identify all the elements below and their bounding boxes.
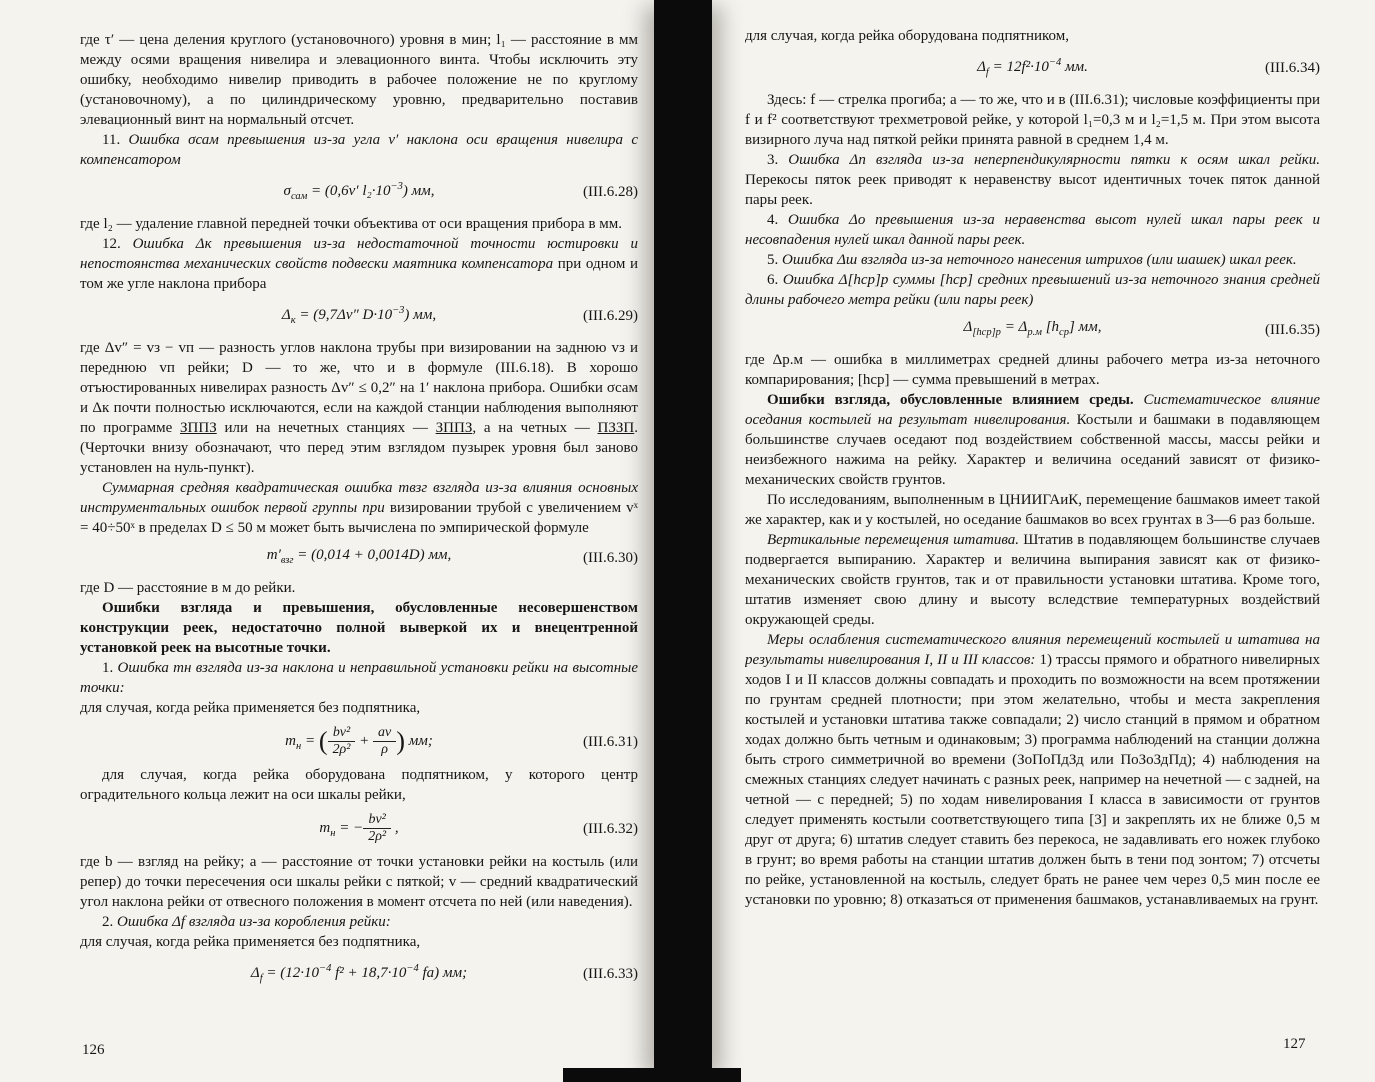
formula-sub: f bbox=[259, 973, 263, 985]
formula-run: Δ bbox=[250, 965, 260, 982]
formula-run: = 12f²·10 bbox=[988, 59, 1049, 75]
para-case-with-plate-2: для случая, когда рейка оборудована подпятником, bbox=[745, 28, 1069, 44]
para-item-12 bbox=[80, 234, 638, 294]
formula-run: ) мм, bbox=[404, 307, 437, 323]
item-number: 12. bbox=[102, 236, 133, 252]
formula-sub: взг bbox=[280, 555, 294, 566]
equation-number: (III.6.28) bbox=[583, 184, 638, 200]
formula-sup: −3 bbox=[390, 181, 403, 192]
text-run-italic: Меры ослабления систематического влияния перемещений костылей и штатива на результаты нивелирования I, II и III классов: bbox=[745, 632, 1320, 668]
text-run-italic: Систематическое влияние оседания костылей на результат нивелирования. bbox=[745, 392, 1320, 428]
fraction-numerator: av bbox=[373, 725, 396, 742]
para-environment-errors bbox=[745, 390, 1320, 490]
formula-iii-6-30 bbox=[80, 545, 638, 571]
formula-sub: сам bbox=[290, 191, 308, 202]
equation-number: (III.6.29) bbox=[583, 308, 638, 324]
formula-run: f² + 18,7·10 bbox=[331, 965, 407, 982]
para-case-with-plate: для случая, когда рейка оборудована подпятником, у которого центр оградительного кольца лежит на оси шкалы рейки, bbox=[80, 767, 638, 804]
text-run-italic: Вертикальные перемещения штатива. bbox=[767, 532, 1024, 548]
equation-number: (III.6.35) bbox=[1265, 322, 1320, 338]
para-tripod-movement bbox=[745, 530, 1320, 630]
para-item-4 bbox=[745, 210, 1320, 250]
item-text: Ошибка mн взгляда из-за наклона и неправильной установки рейки на высотные точки: bbox=[80, 660, 638, 696]
text-run: Штатив в подавляющем большинстве случаев подвергается выпиранию. Характер и величина выпирания зависят как от физико-механических свойств грунтов, так и от правильности установки штатива. Кроме того, штатив изменяет свою длину и высоту вследствие температурных воздействий окружающей среды. bbox=[745, 532, 1320, 628]
text-run: 1) трассы прямого и обратного нивелирных ходов I и II классов должны совпадать и проходить по возможности на всем протяжении по грунтам средней плотности; при этом желательно, чтобы и места закрепления костылей и установки штатива также совпадали; 2) число станций в прямом и обратном ходах должно быть четным и одинаковым; 3) программа наблюдений на станции должна быть строго симметричной во времени (ЗоПоПдЗд или ПоЗоЗдПд); 4) наблюдения на смежных станциях следует начинать с разных реек, например на нечетной — с задней, на четной — с передней; 5) по ходам нивелирования I класса в зависимости от грунтов следует применять костыли соответствующего типа [3] и закреплять их не ближе 0,5 м друг от друга; 6) штатив следует ставить без перекоса, не задавливать его ножек глубоко в грунт; во время работы на станции штатив должен быть в тени под зонтом; 7) отсчеты по рейке, установленной на костыль, следует брать не ранее чем через 0,5 мин после ее установки по уровню; 8) отказаться от применения башмаков, устанавливаемых на грунт. bbox=[745, 652, 1320, 908]
formula-body bbox=[250, 963, 468, 985]
item-number: 1. bbox=[102, 660, 118, 676]
item-text: Ошибка Δш взгляда из-за неточного нанесения штрихов (или шашек) шкал реек. bbox=[782, 252, 1297, 268]
para-tau-definition: где τ′ — цена деления круглого (установочного) уровня в мин; l₁ — расстояние в мм между осями вращения нивелира и элевационного винта. Чтобы исключить эту ошибку, необходимо нивелир приводить в рабочее положение не по круглому (установочному), а по цилиндрическому уровню, предварительно поставив элевационный винт на нормальный отсчет. bbox=[80, 32, 638, 128]
para-d-definition: где D — расстояние в м до рейки. bbox=[80, 580, 296, 596]
formula-run: [h bbox=[1041, 319, 1060, 335]
item-text: Ошибка Δо превышения из-за неравенства высот нулей шкал пары реек и несовпадения нулей шкал данной пары реек. bbox=[745, 212, 1320, 248]
equation-number: (III.6.30) bbox=[583, 550, 638, 566]
formula-run: = (0,014 + 0,0014D) мм, bbox=[293, 547, 452, 563]
text-run: . (Черточки внизу обозначают, что перед этим взглядом пузырек уровня был заново установлен на нуль-пункт). bbox=[80, 420, 638, 476]
formula-run: = (9,7Δv″ D·10 bbox=[295, 307, 393, 323]
formula-run: = − bbox=[335, 820, 364, 837]
formula-iii-6-35 bbox=[745, 317, 1320, 343]
formula-run: m bbox=[319, 820, 331, 837]
text-run: Костыли и башмаки в подавляющем большинстве случаев оседают под воздействием собственной массы, массы рейки и неизбежного нажима на рейку. Характер и величина оседаний зависят от физико-механических свойств грунтов. bbox=[745, 412, 1320, 488]
item-text-roman: Перекосы пяток реек приводят к неравенству высот идентичных точек пяток данной пары реек. bbox=[745, 172, 1320, 208]
formula-run: Δ bbox=[977, 59, 986, 75]
item-text: Ошибка σсам превышения из-за угла v′ наклона оси вращения нивелира с компенсатором bbox=[80, 132, 638, 168]
item-text: Ошибка Δf взгляда из-за коробления рейки: bbox=[117, 914, 391, 931]
formula-run: ] мм, bbox=[1068, 319, 1102, 335]
formula-body bbox=[319, 812, 399, 845]
item-number: 3. bbox=[767, 152, 789, 168]
formula-iii-6-33 bbox=[80, 959, 638, 989]
formula-sub: f bbox=[985, 67, 989, 78]
fraction-denominator: 2ρ² bbox=[368, 829, 387, 845]
item-number: 2. bbox=[102, 914, 117, 931]
formula-sub: [hср]р bbox=[972, 327, 1001, 338]
formula-run: + bbox=[355, 732, 374, 749]
formula-run: , bbox=[391, 820, 399, 837]
formula-iii-6-34 bbox=[745, 53, 1320, 83]
para-f-definition: Здесь: f — стрелка прогиба; a — то же, что и в (III.6.31); числовые коэффициенты при f и f² соответствуют трехметровой рейке, у которой l₁=0,3 м и l₂=1,5 м. При этом высота визирного луча над пяткой рейки принята равной в среднем 1,4 м. bbox=[745, 92, 1320, 148]
fraction bbox=[328, 725, 356, 758]
formula-run: мм; bbox=[404, 732, 433, 749]
formula-run: мм. bbox=[1061, 59, 1088, 75]
para-item-1 bbox=[80, 658, 638, 698]
item-text: Ошибка Δк превышения из-за недостаточной точности юстировки и непостоянства механических свойств подвески маятника компенсатора bbox=[80, 236, 638, 272]
formula-body bbox=[977, 57, 1088, 78]
formula-body bbox=[266, 547, 452, 566]
item-number: 4. bbox=[767, 212, 788, 228]
item-number: 6. bbox=[767, 272, 783, 288]
page-number-right: 127 bbox=[1283, 1036, 1306, 1052]
formula-body bbox=[283, 181, 435, 202]
formula-body bbox=[963, 319, 1102, 338]
para-mitigation-measures bbox=[745, 630, 1320, 910]
para-item-5 bbox=[745, 250, 1320, 270]
para-l2-definition: где l₂ — удаление главной передней точки объектива от оси вращения прибора в мм. bbox=[80, 216, 623, 232]
formula-iii-6-28 bbox=[80, 177, 638, 207]
formula-sup: −4 bbox=[1048, 57, 1062, 68]
formula-run: = Δ bbox=[1000, 319, 1028, 335]
fraction-numerator: bv² bbox=[363, 812, 391, 829]
formula-run: m bbox=[285, 732, 296, 749]
para-case-no-plate-2: для случая, когда рейка применяется без подпятника, bbox=[80, 934, 421, 951]
formula-sup: −4 bbox=[319, 963, 332, 975]
formula-sub: ср bbox=[1059, 327, 1069, 338]
item-text: Ошибка Δ[hср]р суммы [hср] средних превышений из-за неточного знания средней длины рабочего метра рейки (или пары реек) bbox=[745, 272, 1320, 308]
para-b-a-v-definitions: где b — взгляд на рейку; a — расстояние от точки установки рейки на костыль (или репер) до точки пересечения оси шкалы рейки с пяткой; v — средний квадратический угол наклона рейки от отвесного положения в момент отсчета по ней (или наведения). bbox=[80, 854, 638, 911]
heading-environment: Ошибки взгляда, обусловленные влиянием среды. bbox=[767, 392, 1144, 408]
formula-run: Δ bbox=[281, 307, 291, 323]
equation-number: (III.6.33) bbox=[583, 966, 638, 983]
formula-run: = (0,6v′ l₂·10 bbox=[307, 183, 391, 199]
text-run: где Δv″ = vз − vп — разность углов наклона трубы при визировании на заднюю vз и переднюю vп рейки; D — то же, что и в формуле (III.6.18). В хорошо отъюстированных нивелирах разность Δv″ ≤ 0,2″ на 1′ наклона прибора. Ошибки σсам и Δк почти полностью исключаются, если на каждой станции наблюдения выполняют по программе bbox=[80, 340, 638, 436]
para-delta-v-definition bbox=[80, 338, 638, 478]
program-token: ЗППЗ bbox=[180, 420, 217, 436]
formula-run: Δ bbox=[963, 319, 973, 335]
formula-run: m′ bbox=[266, 547, 281, 563]
program-token: ПЗЗП bbox=[597, 420, 635, 436]
formula-run: ) мм, bbox=[402, 183, 435, 199]
formula-run: fa) мм; bbox=[418, 965, 468, 982]
page-number-left: 126 bbox=[82, 1042, 105, 1058]
formula-run: = bbox=[301, 732, 319, 749]
formula-sub: н bbox=[330, 828, 336, 840]
formula-sup: −4 bbox=[406, 963, 419, 975]
formula-iii-6-31 bbox=[80, 725, 638, 758]
scan-artifact-bottom bbox=[563, 1068, 741, 1082]
para-item-6 bbox=[745, 270, 1320, 310]
para-summary-error bbox=[80, 478, 638, 538]
item-number: 11. bbox=[102, 132, 129, 148]
formula-iii-6-32 bbox=[80, 812, 638, 845]
para-delta-rm-definition: где Δр.м — ошибка в миллиметрах средней длины рабочего метра из-за неточного компарирования; [hср] — сумма превышений в метрах. bbox=[745, 352, 1320, 388]
formula-sub: н bbox=[295, 740, 302, 752]
page-right bbox=[745, 26, 1320, 1034]
formula-body bbox=[281, 305, 437, 326]
item-text-roman: при одном и том же угле наклона прибора bbox=[80, 256, 638, 292]
formula-sub: р.м bbox=[1027, 327, 1042, 338]
item-text: Ошибка Δп взгляда из-за неперпендикулярности пятки к осям шкал рейки. bbox=[788, 152, 1320, 168]
formula-sub: к bbox=[290, 315, 296, 326]
para-item-3 bbox=[745, 150, 1320, 210]
paren-open: ( bbox=[318, 726, 328, 756]
formula-run: σ bbox=[283, 183, 291, 199]
program-token: ЗППЗ bbox=[435, 420, 473, 436]
text-run-italic: Суммарная средняя квадратическая ошибка mвзг взгляда из-за влияния основных инструментальных ошибок первой группы при bbox=[80, 480, 638, 516]
fraction-denominator: ρ bbox=[381, 742, 388, 758]
paren-close: ) bbox=[396, 726, 405, 756]
formula-sup: −3 bbox=[392, 305, 405, 316]
formula-iii-6-29 bbox=[80, 301, 638, 331]
formula-body bbox=[285, 725, 433, 758]
para-case-no-plate: для случая, когда рейка применяется без подпятника, bbox=[80, 700, 421, 716]
text-run: , а на четных — bbox=[472, 420, 598, 436]
fraction-denominator: 2ρ² bbox=[332, 742, 351, 758]
item-number: 5. bbox=[767, 252, 782, 268]
para-tsniigaik-research: По исследованиям, выполненным в ЦНИИГАиК, перемещение башмаков имеет такой же характер, как и у костылей, но оседание башмаков во всех грунтах в 3—6 раз больше. bbox=[745, 492, 1320, 528]
equation-number: (III.6.31) bbox=[583, 733, 638, 750]
fraction bbox=[373, 725, 396, 758]
text-run: или на нечетных станциях — bbox=[216, 420, 436, 436]
formula-run: = (12·10 bbox=[262, 965, 320, 982]
fraction bbox=[363, 812, 391, 845]
text-run: визировании трубой с увеличением vˣ = 40÷50ˣ в пределах D ≤ 50 м может быть вычислена по эмпирической формуле bbox=[80, 500, 638, 536]
page-left bbox=[80, 30, 638, 1035]
equation-number: (III.6.34) bbox=[1265, 60, 1320, 76]
equation-number: (III.6.32) bbox=[583, 820, 638, 837]
fraction-numerator: bv² bbox=[328, 725, 356, 742]
book-gutter-shadow bbox=[654, 0, 712, 1082]
para-item-2 bbox=[80, 912, 638, 932]
para-item-11 bbox=[80, 130, 638, 170]
heading-staff-errors: Ошибки взгляда и превышения, обусловленные несовершенством конструкции реек, недостаточно полной выверкой их и внецентренной установкой реек на высотные точки. bbox=[80, 600, 638, 656]
